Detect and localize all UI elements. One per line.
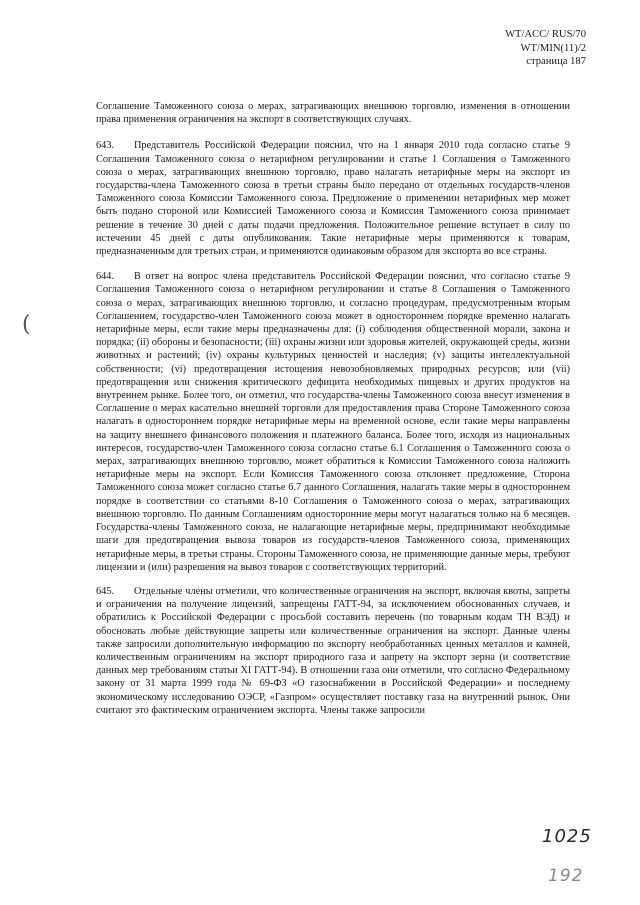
document-body xyxy=(96,100,570,729)
paragraph-645 xyxy=(96,585,570,717)
document-symbol-1: WT/ACC/ RUS/70 xyxy=(505,29,586,40)
page-number: страница 187 xyxy=(526,56,586,67)
document-header xyxy=(505,28,586,69)
margin-bracket-mark: ( xyxy=(22,312,31,337)
paragraph-number: 643. xyxy=(96,140,115,152)
handwritten-page-number: 1025 xyxy=(542,826,592,847)
paragraph-text: В ответ на вопрос члена представитель Российской Федерации пояснил, что согласно статье 9 Соглашения Таможенного союза о нетарифном регулировании и статье 8 Соглашения о Таможенного союза о мерах, затрагивающих внешнюю торговлю, и согласно процедурам, предусмотренным вторым Соглашением, государство-член Таможенного союза может в одностороннем порядке временно налагать нетарифные меры, если такие меры предназначены для: (i) соблюдения общественной морали, закона и порядка; (ii) обороны и безопасности; (iii) охраны жизни или здоровья жителей, окружающей среды, жизни животных и растений; (iv) охраны культурных ценностей и наследия; (v) защиты интеллектуальной собственности; (vi) предотвращения истощения невозобновляемых природных ресурсов; или (vii) предотвращения или снижения критического дефицита необходимых пищевых и других продуктов на внутреннем рынке. Более того, он отметил, что государства-члены Таможенного союза внесут изменения в Соглашение о мерах касательно внешней торговли для предоставления права Стороне Таможенного союза налагать в одностороннем порядке нетарифные меры на временной основе, если такие меры направлены на защиту внешнего финансового положения и платежного баланса. Более того, исходя из национальных интересов, государство-член Таможенного союза согласно статье 6.1 Соглашения о Таможенного союза о мерах, затрагивающих внешнюю торговлю, может обратиться к Комиссии Таможенного союза наложить нетарифные меры на экспорт. Если Комиссия Таможенного союза отклоняет предложение, Сторона Таможенного союза может согласно статье 6.7 данного Соглашения, налагать такие меры в одностороннем порядке в соответствии со статьями 8-10 Соглашения о Таможенного союза о мерах, затрагивающих внешнюю торговлю. По данным Соглашениям односторонние меры могут налагаться только на 6 месяцев. Государства-члены Таможенного союза, не налагающие нетарифные меры, предпринимают необходимые шаги для предотвращения вывоза товаров из государств-членов Таможенного союза, применяющих нетарифные меры, в третьи страны. Стороны Таможенного союза, не применяющие данные меры, требуют лицензии и (или) разрешения на вывоз товаров с соответствующих территорий. xyxy=(96,271,570,573)
paragraph-number: 644. xyxy=(96,271,115,283)
document-symbol-2: WT/MIN(11)/2 xyxy=(520,42,586,54)
paragraph-continuation xyxy=(96,100,570,126)
paragraph-text: Отдельные члены отметили, что количественные ограничения на экспорт, включая квоты, запреты и ограничения на получение лицензий, запрещены ГАТТ-94, за исключением обоснованных случаев, и обратились к Российской Федерации с просьбой составить перечень (по товарным кодам ТН ВЭД) и обосновать любые действующие запреты или количественные ограничения на экспорт. Данные члены также запросили дополнительную информацию по экспорту необработанных ценных металлов и камней, количественным ограничениям на экспорт природного газа и запрету на экспорт зерна (и соответствие данных мер требованиям статьи XI ГАТТ-94). В отношении газа они отметили, что согласно Федеральному закону от 31 марта 1999 года № 69-ФЗ «О газоснабжении в Российской Федерации» и последнему экономическому исследованию ОЭСР, «Газпром» осуществляет поставку газа на внутренний рынок. Они считают это фактическим ограничением экспорта. Члены также запросили xyxy=(96,585,570,716)
paragraph-644 xyxy=(96,270,570,574)
paragraph-number: 645. xyxy=(96,585,115,597)
paragraph-text: Представитель Российской Федерации пояснил, что на 1 января 2010 года согласно статье 9 Соглашения Таможенного союза о нетарифном регулировании и статье 1 Соглашения о Таможенного союза о мерах, затрагивающих внешнюю торговлю, право налагать нетарифные меры на экспорт из государства-члена Таможенного союза в третьи страны было передано от отдельных государств-членов Таможенного союза Комиссии Таможенного союза. Предложение о применении нетарифных мер может быть подано стороной или Комиссией Таможенного союза и Комиссия Таможенного союза принимает решение в течение 30 дней с даты подачи предложения. Положительное решение вступает в силу по истечении 45 дней с даты опубликования. Такие нетарифные меры применяются к товарам, предназначенным для третьих стран, и применяются одинаковым образом для экспорта во все страны. xyxy=(96,140,570,258)
paragraph-text: Соглашение Таможенного союза о мерах, затрагивающих внешнюю торговлю, изменения в отношении права применения ограничения на экспорт в соответствующих случаях. xyxy=(96,101,570,126)
handwritten-sheet-number: 192 xyxy=(548,866,584,886)
paragraph-643 xyxy=(96,139,570,258)
